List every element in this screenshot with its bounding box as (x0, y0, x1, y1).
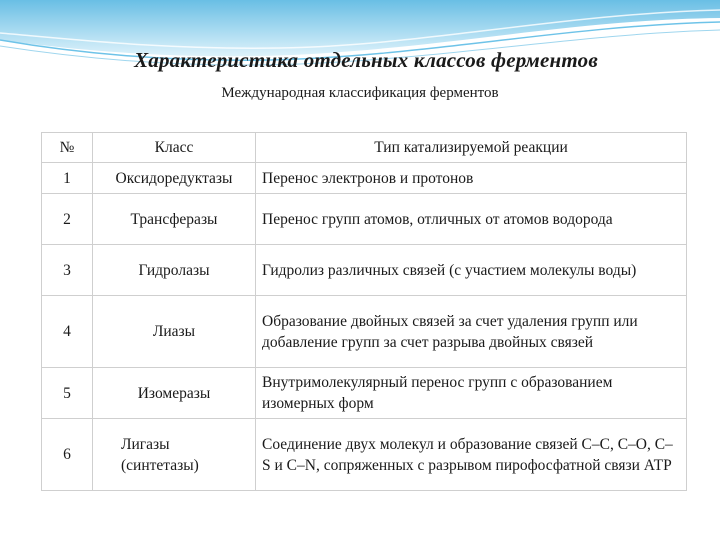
row-class: Гидролазы (93, 245, 256, 296)
row-number: 1 (42, 163, 93, 194)
table-row (42, 419, 687, 491)
enzyme-classes-table (41, 132, 687, 491)
row-class: Оксидоредуктазы (93, 163, 256, 194)
row-reaction: Перенос электронов и протонов (256, 163, 687, 194)
row-number: 3 (42, 245, 93, 296)
row-reaction: Гидролиз различных связей (с участием молекулы воды) (256, 245, 687, 296)
row-reaction: Перенос групп атомов, отличных от атомов водорода (256, 194, 687, 245)
row-number: 2 (42, 194, 93, 245)
page-subtitle: Международная классификация ферментов (221, 85, 499, 101)
page-title: Характеристика отдельных классов ферментов (134, 48, 598, 72)
table-row (42, 245, 687, 296)
table-row (42, 368, 687, 419)
table-row (42, 194, 687, 245)
decorative-wave-header (0, 0, 720, 90)
table-row (42, 296, 687, 368)
row-class: Изомеразы (93, 368, 256, 419)
row-number: 6 (42, 419, 93, 491)
table-header-row (42, 133, 687, 163)
table-row (42, 163, 687, 194)
row-number: 4 (42, 296, 93, 368)
row-reaction: Образование двойных связей за счет удаления групп или добавление групп за счет разрыва двойных связей (256, 296, 687, 368)
header-number: № (42, 133, 93, 163)
row-reaction: Внутримолекулярный перенос групп с образованием изомерных форм (256, 368, 687, 419)
row-class: Лигазы (синтетазы) (93, 419, 256, 491)
row-reaction: Соединение двух молекул и образование связей С–С, С–О, С–S и С–N, сопряженных с разрывом пирофосфатной связи АТР (256, 419, 687, 491)
header-class: Класс (93, 133, 256, 163)
row-class: Лиазы (93, 296, 256, 368)
header-reaction-type: Тип катализируемой реакции (256, 133, 687, 163)
row-class: Трансферазы (93, 194, 256, 245)
row-number: 5 (42, 368, 93, 419)
